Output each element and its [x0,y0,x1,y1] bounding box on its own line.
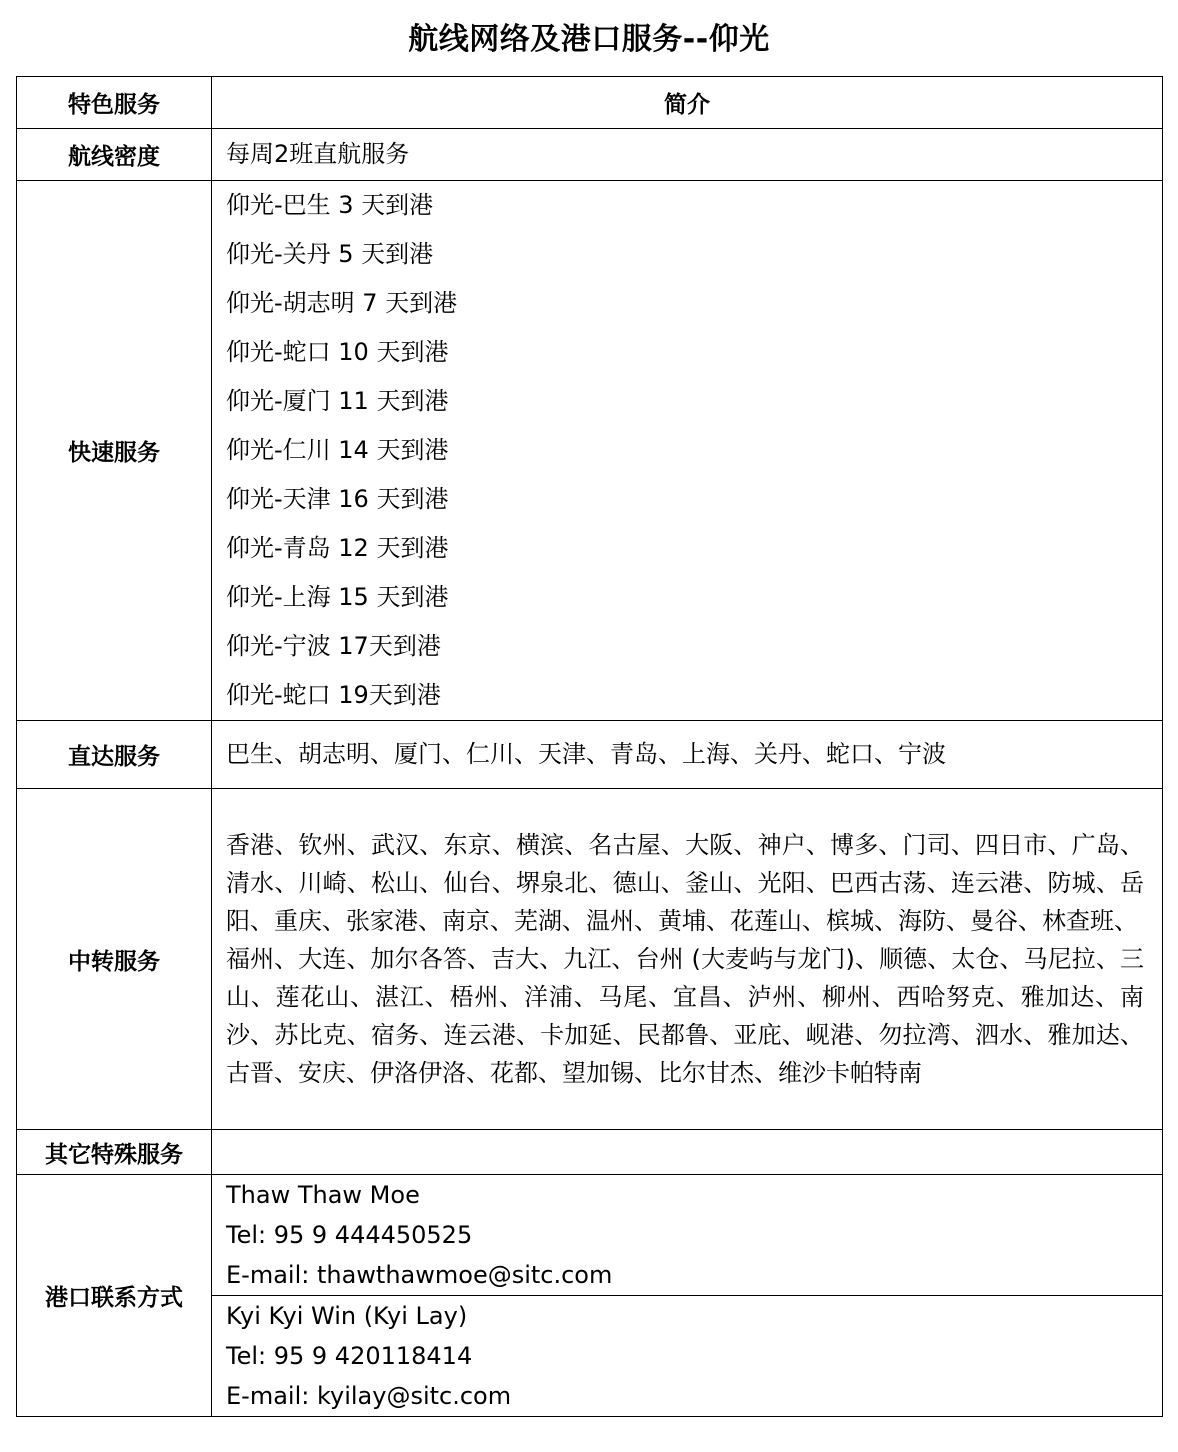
row-transit [17,789,1163,1130]
express-item: 仰光-巴生 3 天到港 [226,191,434,219]
table-header-row [17,77,1163,129]
row-other [17,1130,1163,1175]
express-item: 仰光-宁波 17天到港 [226,632,441,660]
transit-paragraph: 福州、大连、加尔各答、吉大、九江、台州 (大麦屿与龙门)、顺德、太仓、马尼拉、三山、莲花山、湛江、梧州、洋浦、马尾、宜昌、泸州、柳州、西哈努克、雅加达、南沙、苏比克、宿务、连云港、卡加延、民都鲁、亚庇、岘港、勿拉湾、泗水、雅加达、古晋、安庆、伊洛伊洛、花都、望加锡、比尔甘杰、维沙卡帕特南 [226,945,1144,1087]
express-item: 仰光-青岛 12 天到港 [226,534,449,562]
page-title: 航线网络及港口服务--仰光 [408,22,770,57]
direct-text: 巴生、胡志明、厦门、仁川、天津、青岛、上海、关丹、蛇口、宁波 [226,740,946,768]
express-item: 仰光-厦门 11 天到港 [226,387,449,415]
other-label: 其它特殊服务 [17,1130,212,1175]
contact-tel: Tel: 95 9 420118414 [226,1342,473,1370]
contact-name: Kyi Kyi Win (Kyi Lay) [226,1302,468,1330]
row-direct [17,721,1163,789]
contact-email: E-mail: thawthawmoe@sitc.com [226,1261,613,1289]
service-table [16,76,1163,1417]
express-item: 仰光-胡志明 7 天到港 [226,289,458,317]
contact-label: 港口联系方式 [17,1175,212,1417]
express-item: 仰光-关丹 5 天到港 [226,240,434,268]
header-feature: 特色服务 [17,77,212,129]
express-item: 仰光-蛇口 19天到港 [226,681,441,709]
direct-label: 直达服务 [17,721,212,789]
express-item: 仰光-上海 15 天到港 [226,583,449,611]
contact-card [212,1175,1163,1296]
direct-value [212,721,1163,789]
transit-paragraph: 香港、钦州、武汉、东京、横滨、名古屋、大阪、神户、博多、门司、四日市、广岛、清水、川崎、松山、仙台、堺泉北、德山、釜山、光阳、巴西古荡、连云港、防城、岳阳、重庆、张家港、南京、芜湖、温州、黄埔、花莲山、槟城、海防、曼谷、林查班、 [226,831,1144,935]
row-express [17,181,1163,721]
header-intro: 简介 [212,77,1163,129]
express-item: 仰光-蛇口 10 天到港 [226,338,449,366]
row-contact-1 [17,1175,1163,1296]
express-item: 仰光-仁川 14 天到港 [226,436,449,464]
express-list [212,181,1163,721]
express-label: 快速服务 [17,181,212,721]
density-label: 航线密度 [17,129,212,181]
contact-name: Thaw Thaw Moe [226,1181,420,1209]
row-density [17,129,1163,181]
other-value [212,1130,1163,1175]
transit-value [212,789,1163,1130]
contact-tel: Tel: 95 9 444450525 [226,1221,473,1249]
density-value [212,129,1163,181]
transit-label: 中转服务 [17,789,212,1130]
express-item: 仰光-天津 16 天到港 [226,485,449,513]
contact-card [212,1296,1163,1417]
density-text: 每周2班直航服务 [226,140,410,168]
contact-email: E-mail: kyilay@sitc.com [226,1382,512,1410]
